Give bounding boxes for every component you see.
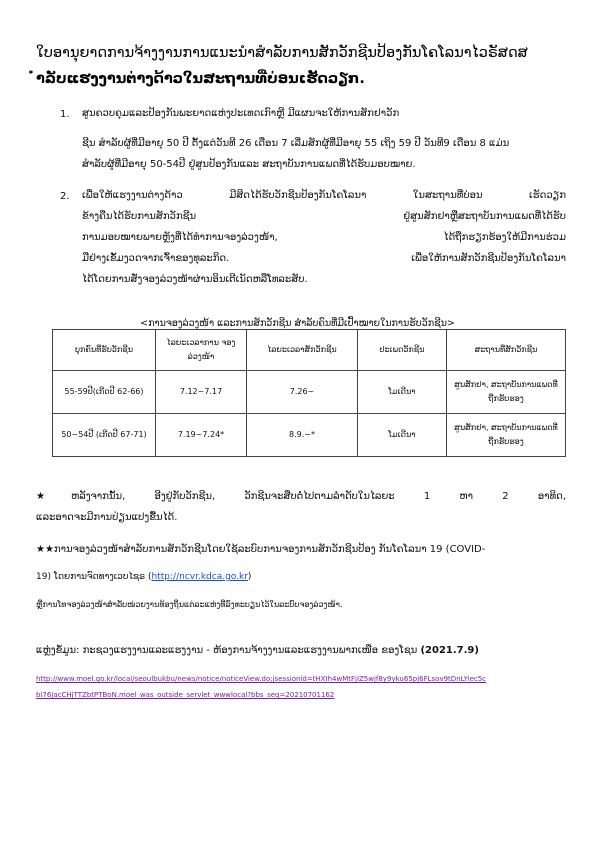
header-vaccination-period: ໄລຍະເວລາສັກວັກຊີນ bbox=[247, 330, 358, 371]
note-2-prefix: 19) ໂດຍການຈົດທາງເວບໄຊຣ ( bbox=[36, 572, 152, 582]
note-2-suffix: ) bbox=[247, 572, 252, 582]
ncvr-reservation-link[interactable]: http://ncvr.kdca.go.kr bbox=[151, 572, 248, 582]
item-2-number: 2. bbox=[60, 191, 70, 202]
table-row bbox=[53, 371, 566, 414]
header-vaccination-place: ສະຖານທີ່ສັກວັກຊີນ bbox=[447, 330, 566, 371]
title-line-1: ໃບອານຸຍາດການຈ້າງງານການແນະນຳສຳລັບການສັກວັກຊີນປ້ອງກັນໂຄໂລນາໄວຣັສດສ bbox=[36, 45, 528, 61]
document-title bbox=[36, 40, 566, 92]
cell-vaccination-period: 7.26~ bbox=[247, 371, 358, 414]
table-caption: <ການຈອງລ່ວງໜ້າ ແລະການສັກວັກຊີນ ສຳລັບຄົນທີ່ມີເປົ້າໝາຍໃນການຮັບວັກຊີນ> bbox=[140, 318, 455, 329]
cell-vaccination-period: 8.9.~* bbox=[247, 414, 358, 457]
cell-target-people: 50~54ປີ (ເກີດປີ 67-71) bbox=[53, 414, 156, 457]
vaccination-schedule-table bbox=[52, 329, 566, 457]
note-2-line-1: ★★ການຈອງລ່ວງໜ້າສຳລັບການສັກວັກຊີນໂດຍໃຊ້ລະບົບການຈອງການສັກວັກຊີນປ້ອງ ກັນໂຄໂລນາ 19 (COVID- bbox=[36, 544, 486, 555]
table-header-row bbox=[53, 330, 566, 371]
table-row bbox=[53, 414, 566, 457]
cell-vaccine-type: ໂມເດີນາ bbox=[358, 414, 447, 457]
source-date: (2021.7.9) bbox=[420, 645, 479, 656]
source-url-line-1[interactable]: http://www.moel.go.kr/local/seoulbukbu/news/notice/noticeView.do;jsessionid=tHXIh4wMtFjIZ5wjf8y9yku65pj6FLsov9tDnLYiec5c bbox=[36, 675, 487, 683]
header-vaccine-type: ປະເພດວັກຊີນ bbox=[358, 330, 447, 371]
item-2-line-1: ເພື່ອໃຫ້ແຮງງານຕ່າງດ້າວ ມີສິດໄດ້ຮັບວັກຊີນປ້ອງກັນໂຄໂລນາ ໃນສະຖານທີ່ບ່ອນ ເຮັດວຽກ bbox=[82, 190, 566, 201]
source-url-line-2[interactable]: bi76JacCHjTTZbtPTBoN.moel_was_outside_servlet_wwwlocal?bbs_seq=20210701162 bbox=[36, 691, 335, 699]
note-2-line-2 bbox=[36, 567, 566, 587]
item-1-number: 1. bbox=[60, 109, 70, 120]
header-reservation-period: ໄລຍະເວລາການ ຈອງລ່ວງໜ້າ bbox=[156, 330, 247, 371]
cell-vaccination-place: ສູນສັກຢາ, ສະຖາບັນການແພດທີ່ຖືກຮັບຮອງ bbox=[447, 414, 566, 457]
item-2-line-3: ການມອບໝາຍພາຍຫຼັງທີ່ໄດ້ທຳການຈອງລ່ວງໜ້າ, ໄດ້ຖືກຮຽກຮ້ອງໃຫ້ມີການຮ່ວມ bbox=[82, 232, 566, 243]
cell-reservation-period: 7.12~7.17 bbox=[156, 371, 247, 414]
cell-target-people: 55-59ປີ(ເກີດປີ 62-66) bbox=[53, 371, 156, 414]
title-line-2: ຳລັບແຮງງານຕ່າງດ້າວໃນສະຖານທີ່ບ່ອນເຮັດວຽກ. bbox=[36, 71, 365, 87]
note-3: ຫຼືການໂທຈອງລ່ວງໜ້າສຳລັບໜ່ວຍງານທ້ອງຖິ່ນແຕ່ລະແຫ່ງທີ່ລົງທະບຽນໄວ້ໃນລະບົບຈອງລ່ວງໜ້າ. bbox=[36, 600, 343, 609]
item-1-body-line-1: ຊີນ ສຳລັບຜູ້ທີ່ມີອາຍຸ 50 ປີ ຕັ້ງແຕ່ວັນທີ 26 ເດືອນ 7 ເລີ່ມສັກຜູ້ທີ່ມີອາຍຸ 55 ເຖິງ 59 ປີ ວັນທີ9 ເດືອນ 8 ແມ່ນ bbox=[82, 138, 510, 149]
note-1-line-2: ແລະອາດຈະມີການປ່ຽນແປງຂື້ນໄດ້. bbox=[36, 512, 178, 523]
cell-vaccine-type: ໂມເດີນາ bbox=[358, 371, 447, 414]
source-line bbox=[36, 645, 479, 656]
cell-vaccination-place: ສູນສັກຢາ, ສະຖາບັນການແພດທີ່ຖືກຮັບຮອງ bbox=[447, 371, 566, 414]
note-1-line-1: ★ຫລັງຈາກນັ້ນ, ອີງຢູ່ກັບວັກຊີນ, ວັກຊີນຈະສືບຕໍ່ໄປຕາມລຳດັບໃນໄລຍະ 1 ຫາ 2 ອາທິດ, bbox=[36, 491, 566, 502]
header-target-people: ບຸກຄົນທີ່ຮັບວັກຊີນ bbox=[53, 330, 156, 371]
item-2-line-4: ມືຢ່າງເຂັ້ມງວດຈາກເຈົ້າຂອງທຸລະກິດ. ເພື່ອໃຫ້ການສັກວັກຊີນປ້ອງກັນໂຄໂລນາ bbox=[82, 253, 566, 264]
item-1-body-line-2: ສຳລັບຜູ້ທີ່ມີອາຍຸ 50-54ປີ ຢູ່ສູນປ້ອງກັນແລະ ສະຖາບັນການແພດທີ່ໄດ້ຮັບມອບໝາຍ. bbox=[82, 159, 416, 170]
item-1-heading: ສູນຄວບຄຸມແລະປ້ອງກັນພະຍາດແຫ່ງປະເທດເກົາຫຼີ ມີແຜນຈະໃຫ້ການສັກຢາວັກ bbox=[82, 108, 400, 119]
item-2-line-5: ໄດ້ໂດຍການສັ່ງຈອງລ່ວງໜ້າຜ່ານອິນເຕີເນັດຫລືໂທລະສັບ. bbox=[82, 274, 308, 285]
cell-reservation-period: 7.19~7.24* bbox=[156, 414, 247, 457]
source-text: ແຫຼ່ງຂໍ້ມູນ: ກະຊວງແຮງງານແລະແຮງງານ - ຫ້ອງການຈ້າງງານແລະແຮງງານພາກເໜືອ ຂອງໂຊນ bbox=[36, 645, 418, 656]
item-2-line-2: ຂ້າງຄືນໄດ້ຮັບການສັກວັກຊີນ ຢູ່ສູນສັກຢາຫຼືສະຖາບັນການແພດທີ່ໄດ້ຮັບ bbox=[82, 211, 566, 222]
